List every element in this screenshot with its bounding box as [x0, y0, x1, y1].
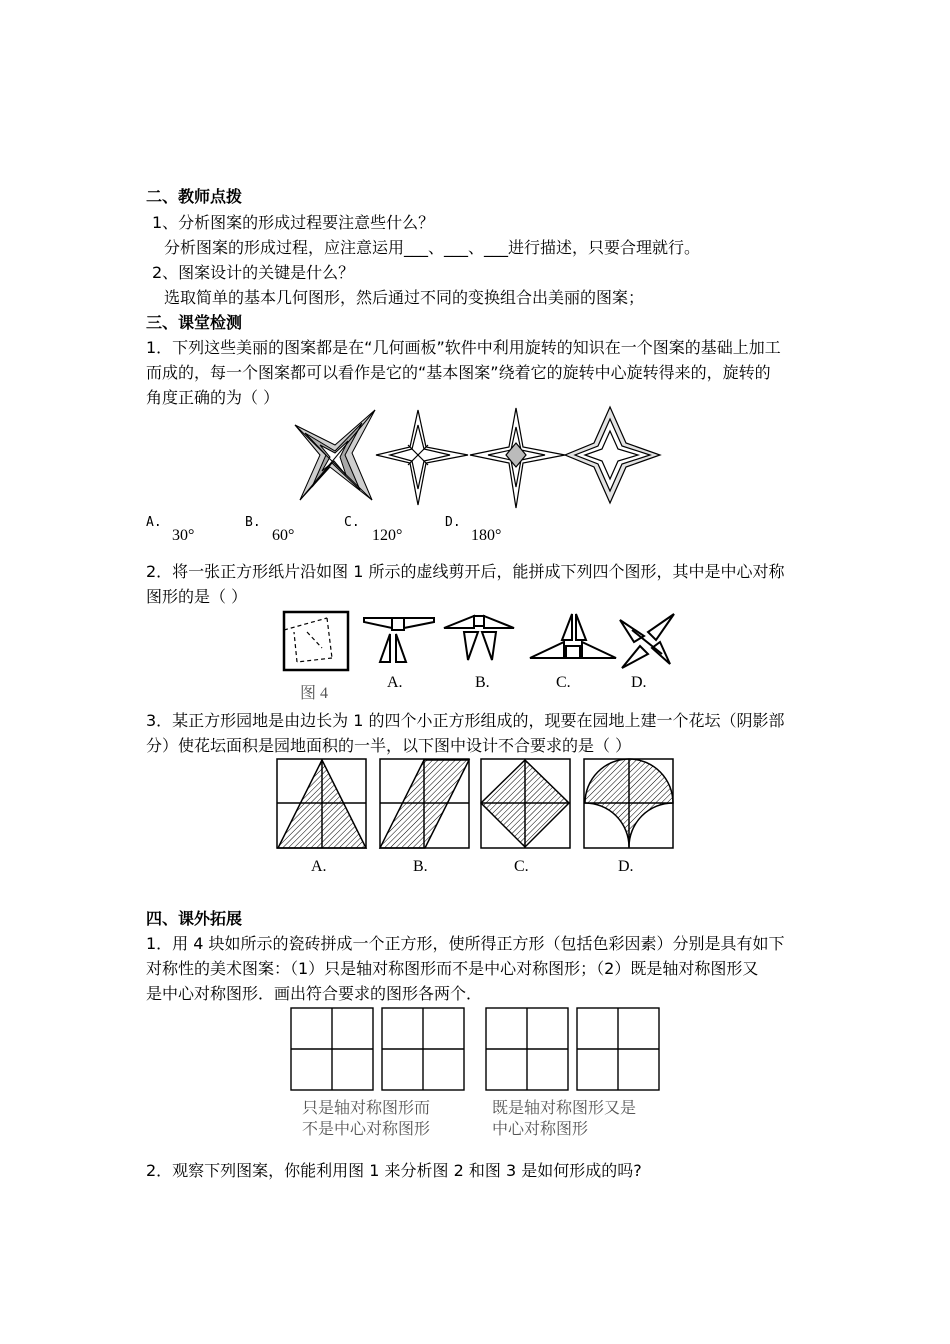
- option-d-letter: D.: [445, 515, 461, 530]
- p3-option-c: C.: [514, 858, 529, 875]
- star-pattern-d: [565, 407, 660, 503]
- section-4-heading: 四、课外拓展: [146, 909, 243, 928]
- option-b-letter: B.: [245, 515, 261, 530]
- problem-1-line-1: 1．下列这些美丽的图案都是在“几何画板”软件中利用旋转的知识在一个图案的基础上加工: [146, 338, 781, 357]
- caption-left-line-1: 只是轴对称图形而: [302, 1098, 431, 1117]
- p2-option-d: D.: [631, 674, 647, 691]
- extension-1-line-2: 对称性的美术图案：（1）只是轴对称图形而不是中心对称图形；（2）既是轴对称图形又: [146, 959, 759, 978]
- section-2-heading: 二、教师点拨: [146, 187, 243, 206]
- tile-grid-3: [486, 1008, 568, 1090]
- answer-1: 分析图案的形成过程，应注意运用___、___、___进行描述，只要合理就行。: [164, 238, 701, 257]
- p3-option-d: D.: [618, 858, 634, 875]
- square-with-cuts: [284, 612, 348, 670]
- shape-a: [364, 618, 434, 662]
- shape-c: [530, 614, 616, 658]
- p3-option-a: A.: [311, 858, 327, 875]
- answer-2: 选取简单的基本几何图形，然后通过不同的变换组合出美丽的图案；: [164, 288, 645, 307]
- extension-1-line-1: 1．用 4 块如所示的瓷砖拼成一个正方形，使所得正方形（包括色彩因素）分别是具有如下: [146, 934, 785, 953]
- tile-grid-2: [382, 1008, 464, 1090]
- extension-2: 2．观察下列图案，你能利用图 1 来分析图 2 和图 3 是如何形成的吗?: [146, 1161, 642, 1180]
- design-a: [277, 759, 366, 848]
- problem-1-line-3: 角度正确的为（ ）: [146, 388, 280, 407]
- design-b: [380, 759, 469, 848]
- p2-option-b: B.: [475, 674, 490, 691]
- section-3-heading: 三、课堂检测: [146, 313, 243, 332]
- problem-2-line-1: 2．将一张正方形纸片沿如图 1 所示的虚线剪开后，能拼成下列四个图形，其中是中心对称: [146, 562, 785, 581]
- option-a-value: 30°: [172, 527, 195, 544]
- problem-3-line-2: 分）使花坛面积是园地面积的一半，以下图中设计不合要求的是（ ）: [146, 736, 632, 755]
- rotation-patterns-figure: [290, 405, 670, 510]
- option-c-value: 120°: [372, 527, 403, 544]
- shape-d: [620, 614, 674, 668]
- figure-4-label: 图 4: [300, 685, 329, 702]
- design-d: [584, 759, 673, 848]
- star-pattern-c: [470, 408, 565, 508]
- design-c: [481, 759, 570, 848]
- star-pattern-b: [376, 410, 468, 505]
- caption-right-line-1: 既是轴对称图形又是: [492, 1098, 637, 1117]
- star-pattern-a: [295, 410, 375, 500]
- question-2: 2、图案设计的关键是什么？: [152, 263, 355, 282]
- problem-1-line-2: 而成的，每一个图案都可以看作是它的“基本图案”绕着它的旋转中心旋转得来的，旋转的: [146, 363, 771, 382]
- p3-option-b: B.: [413, 858, 428, 875]
- shape-b: [444, 616, 514, 660]
- caption-left-line-2: 不是中心对称图形: [302, 1119, 431, 1138]
- question-1: 1、分析图案的形成过程要注意些什么？: [152, 213, 435, 232]
- tile-grids-figure: [290, 1007, 662, 1091]
- garden-designs-figure: [276, 758, 676, 850]
- problem-2-line-2: 图形的是（ ）: [146, 587, 248, 606]
- tile-grid-1: [291, 1008, 373, 1090]
- caption-right-line-2: 中心对称图形: [492, 1119, 589, 1138]
- option-d-value: 180°: [471, 527, 502, 544]
- option-a-letter: A.: [146, 515, 162, 530]
- problem-3-line-1: 3．某正方形园地是由边长为 1 的四个小正方形组成的，现要在园地上建一个花坛（阴影部: [146, 711, 785, 730]
- tile-grid-4: [577, 1008, 659, 1090]
- p2-option-a: A.: [387, 674, 403, 691]
- option-c-letter: C.: [344, 515, 360, 530]
- option-b-value: 60°: [272, 527, 295, 544]
- cut-square-figure: [282, 610, 672, 675]
- extension-1-line-3: 是中心对称图形．画出符合要求的图形各两个．: [146, 984, 483, 1003]
- p2-option-c: C.: [556, 674, 571, 691]
